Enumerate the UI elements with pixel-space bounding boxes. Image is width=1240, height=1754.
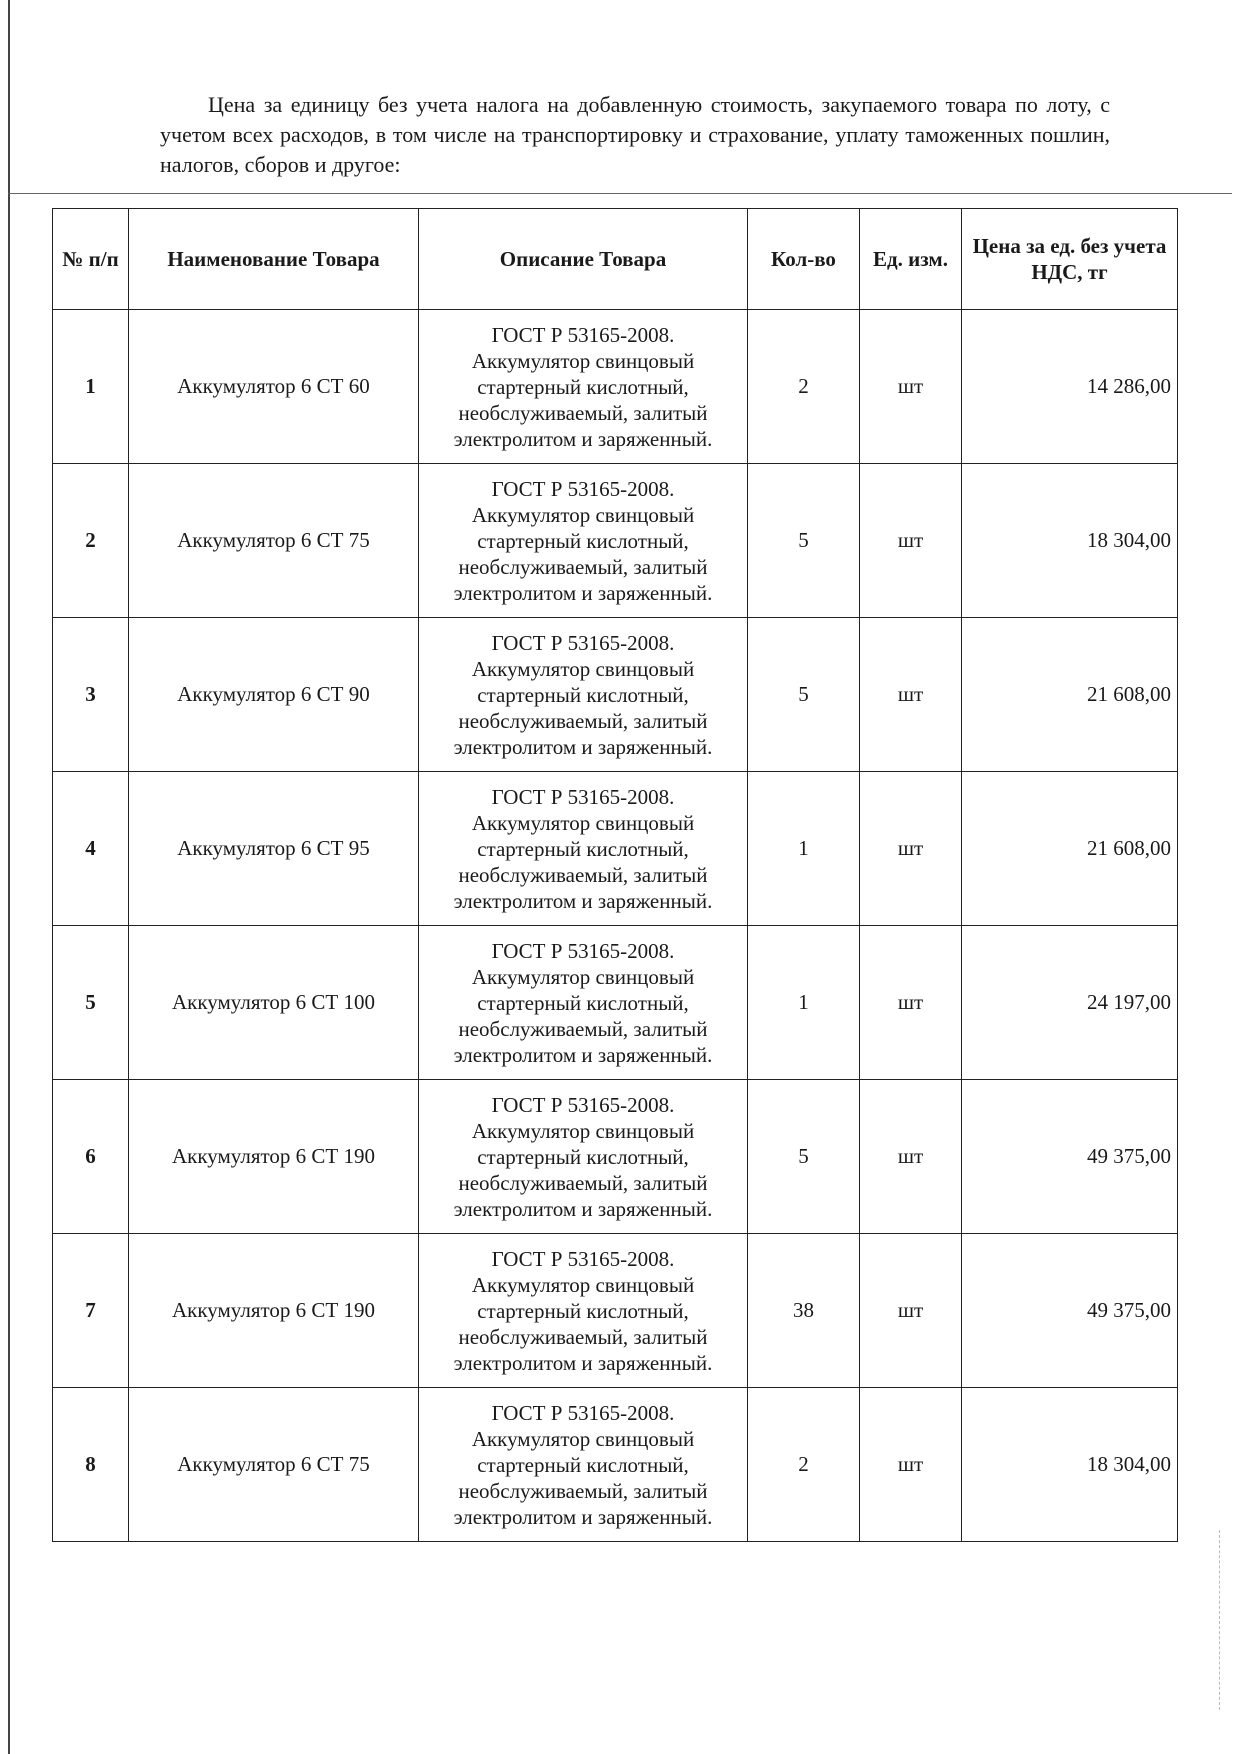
- item-description: [419, 310, 748, 464]
- header-quantity: Кол-во: [748, 209, 860, 310]
- item-description-text: Аккумулятор свинцовый стартерный кислотный, необслуживаемый, залитый электролитом и заряженный.: [453, 1118, 713, 1221]
- item-description: [419, 1388, 748, 1542]
- item-unit: шт: [860, 926, 962, 1080]
- item-description: [419, 926, 748, 1080]
- item-description-text: Аккумулятор свинцовый стартерный кислотный, необслуживаемый, залитый электролитом и заряженный.: [453, 348, 713, 451]
- item-price: 49 375,00: [962, 1234, 1178, 1388]
- item-quantity: 1: [748, 926, 860, 1080]
- header-row: [53, 209, 1178, 310]
- header-description: Описание Товара: [419, 209, 748, 310]
- table-row: [53, 1080, 1178, 1234]
- item-name: Аккумулятор 6 СТ 190: [129, 1234, 419, 1388]
- item-quantity: 2: [748, 1388, 860, 1542]
- item-standard: ГОСТ Р 53165-2008.: [491, 322, 675, 347]
- row-number: 6: [53, 1080, 129, 1234]
- item-price: 14 286,00: [962, 310, 1178, 464]
- row-number: 7: [53, 1234, 129, 1388]
- item-description: [419, 618, 748, 772]
- item-description: [419, 772, 748, 926]
- item-name: Аккумулятор 6 СТ 60: [129, 310, 419, 464]
- left-margin-rule: [8, 0, 10, 1754]
- item-unit: шт: [860, 1234, 962, 1388]
- item-unit: шт: [860, 1080, 962, 1234]
- item-name: Аккумулятор 6 СТ 100: [129, 926, 419, 1080]
- item-quantity: 5: [748, 1080, 860, 1234]
- item-quantity: 38: [748, 1234, 860, 1388]
- item-price: 18 304,00: [962, 464, 1178, 618]
- item-description: [419, 464, 748, 618]
- item-unit: шт: [860, 618, 962, 772]
- item-description-text: Аккумулятор свинцовый стартерный кислотный, необслуживаемый, залитый электролитом и заряженный.: [453, 502, 713, 605]
- table-header: [53, 209, 1178, 310]
- item-description-text: Аккумулятор свинцовый стартерный кислотный, необслуживаемый, залитый электролитом и заряженный.: [453, 964, 713, 1067]
- table-row: [53, 1234, 1178, 1388]
- item-description: [419, 1234, 748, 1388]
- item-unit: шт: [860, 464, 962, 618]
- table-row: [53, 926, 1178, 1080]
- item-quantity: 5: [748, 618, 860, 772]
- item-unit: шт: [860, 310, 962, 464]
- table-body: [53, 310, 1178, 1542]
- header-price: Цена за ед. без учета НДС, тг: [962, 209, 1178, 310]
- header-unit: Ед. изм.: [860, 209, 962, 310]
- item-standard: ГОСТ Р 53165-2008.: [491, 784, 675, 809]
- row-number: 2: [53, 464, 129, 618]
- header-name: Наименование Товара: [129, 209, 419, 310]
- item-price: 18 304,00: [962, 1388, 1178, 1542]
- item-description-text: Аккумулятор свинцовый стартерный кислотный, необслуживаемый, залитый электролитом и заряженный.: [453, 1426, 713, 1529]
- intro-paragraph: Цена за единицу без учета налога на добавленную стоимость, закупаемого товара по лоту, с учетом всех расходов, в том числе на транспортировку и страхование, уплату таможенных пошлин, налогов, сборов и другое:: [160, 92, 1110, 177]
- item-standard: ГОСТ Р 53165-2008.: [491, 938, 675, 963]
- item-unit: шт: [860, 1388, 962, 1542]
- item-description-text: Аккумулятор свинцовый стартерный кислотный, необслуживаемый, залитый электролитом и заряженный.: [453, 1272, 713, 1375]
- item-description-text: Аккумулятор свинцовый стартерный кислотный, необслуживаемый, залитый электролитом и заряженный.: [453, 656, 713, 759]
- item-price: 49 375,00: [962, 1080, 1178, 1234]
- row-number: 3: [53, 618, 129, 772]
- row-number: 1: [53, 310, 129, 464]
- row-number: 8: [53, 1388, 129, 1542]
- table-row: [53, 618, 1178, 772]
- item-price: 24 197,00: [962, 926, 1178, 1080]
- item-standard: ГОСТ Р 53165-2008.: [491, 1092, 675, 1117]
- item-description-text: Аккумулятор свинцовый стартерный кислотный, необслуживаемый, залитый электролитом и заряженный.: [453, 810, 713, 913]
- table-row: [53, 772, 1178, 926]
- item-quantity: 1: [748, 772, 860, 926]
- scan-margin-marks: [1219, 1530, 1226, 1710]
- item-quantity: 2: [748, 310, 860, 464]
- item-standard: ГОСТ Р 53165-2008.: [491, 476, 675, 501]
- goods-price-table: [52, 208, 1178, 1542]
- item-name: Аккумулятор 6 СТ 90: [129, 618, 419, 772]
- item-description: [419, 1080, 748, 1234]
- item-name: Аккумулятор 6 СТ 75: [129, 1388, 419, 1542]
- item-quantity: 5: [748, 464, 860, 618]
- top-horizontal-rule: [8, 193, 1232, 194]
- item-price: 21 608,00: [962, 618, 1178, 772]
- item-name: Аккумулятор 6 СТ 75: [129, 464, 419, 618]
- item-price: 21 608,00: [962, 772, 1178, 926]
- header-number: № п/п: [53, 209, 129, 310]
- item-standard: ГОСТ Р 53165-2008.: [491, 1400, 675, 1425]
- row-number: 4: [53, 772, 129, 926]
- table-row: [53, 310, 1178, 464]
- table-row: [53, 464, 1178, 618]
- item-standard: ГОСТ Р 53165-2008.: [491, 630, 675, 655]
- row-number: 5: [53, 926, 129, 1080]
- item-name: Аккумулятор 6 СТ 95: [129, 772, 419, 926]
- item-name: Аккумулятор 6 СТ 190: [129, 1080, 419, 1234]
- table-row: [53, 1388, 1178, 1542]
- item-unit: шт: [860, 772, 962, 926]
- item-standard: ГОСТ Р 53165-2008.: [491, 1246, 675, 1271]
